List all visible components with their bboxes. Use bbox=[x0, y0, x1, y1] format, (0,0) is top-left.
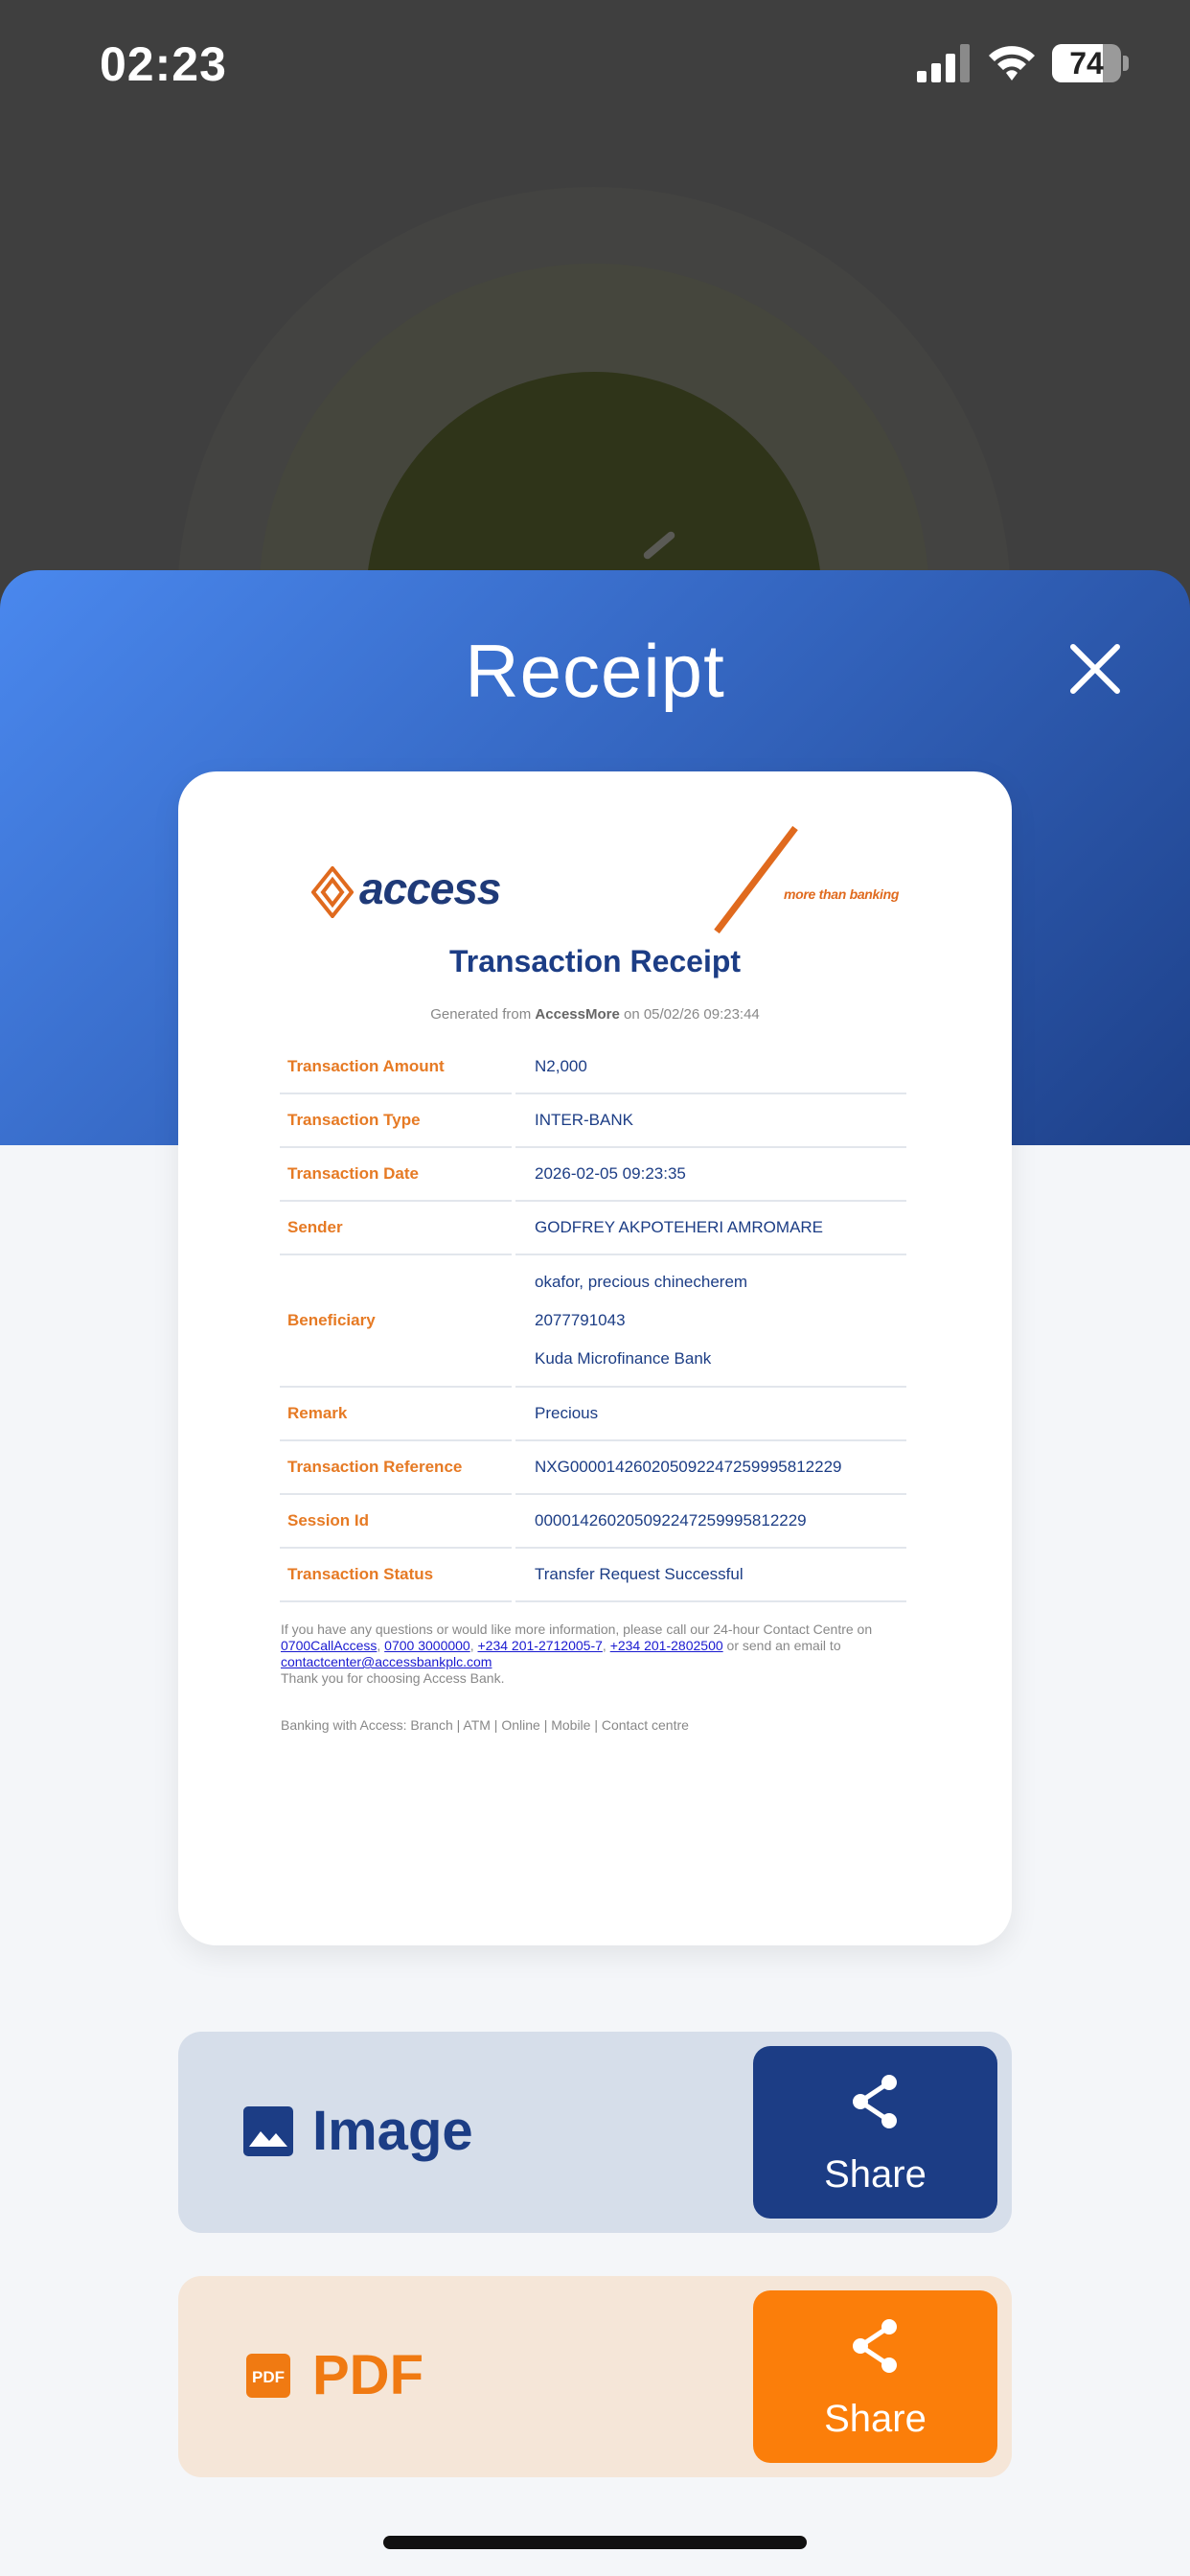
access-logo-wordmark: access bbox=[359, 863, 501, 913]
pdf-icon bbox=[243, 2351, 293, 2401]
beneficiary-bank: Kuda Microfinance Bank bbox=[535, 1349, 712, 1368]
battery-indicator bbox=[1052, 44, 1121, 82]
access-logo bbox=[311, 862, 501, 920]
cellular-signal-icon bbox=[917, 44, 971, 82]
generated-timestamp: on 05/02/26 09:23:44 bbox=[619, 1006, 760, 1023]
row-label: Beneficiary bbox=[280, 1255, 512, 1388]
share-image-button[interactable] bbox=[753, 2046, 997, 2219]
beneficiary-name: okafor, precious chinecherem bbox=[535, 1273, 748, 1291]
table-row bbox=[280, 1148, 906, 1202]
row-label: Transaction Reference bbox=[280, 1441, 512, 1495]
share-icon bbox=[847, 2073, 904, 2130]
table-row bbox=[280, 1094, 906, 1148]
row-label: Remark bbox=[280, 1388, 512, 1441]
row-label: Transaction Type bbox=[280, 1094, 512, 1148]
contact-info: If you have any questions or would like more information, please call our 24-hour Contact Centre on 0700CallAccess, 0700 3000000, +234 201-2712005-7, +234 201-2802500 or send an email to contactcenter@accessbankplc.com Thank you for choosing Access Bank. bbox=[281, 1622, 873, 1686]
table-row bbox=[280, 1202, 906, 1255]
receipt-details-table bbox=[280, 1041, 906, 1602]
row-value: Transfer Request Successful bbox=[515, 1549, 906, 1602]
phone-link[interactable]: 0700CallAccess bbox=[281, 1638, 378, 1653]
generated-prefix: Generated from bbox=[430, 1006, 536, 1023]
row-value: N2,000 bbox=[515, 1041, 906, 1094]
wifi-icon bbox=[987, 42, 1037, 82]
image-option-label: Image bbox=[312, 2100, 473, 2162]
svg-text:PDF: PDF bbox=[252, 2368, 285, 2386]
access-diamond-icon bbox=[311, 866, 354, 918]
receipt-footer: Banking with Access: Branch | ATM | Online | Mobile | Contact centre bbox=[281, 1717, 689, 1733]
table-row bbox=[280, 1388, 906, 1441]
image-icon bbox=[243, 2106, 293, 2156]
sheet-title: Receipt bbox=[465, 629, 725, 713]
table-row bbox=[280, 1441, 906, 1495]
share-button-label: Share bbox=[824, 2398, 927, 2440]
generated-info bbox=[178, 1006, 1012, 1023]
row-value: GODFREY AKPOTEHERI AMROMARE bbox=[515, 1202, 906, 1255]
generated-app: AccessMore bbox=[535, 1006, 620, 1023]
table-row bbox=[280, 1549, 906, 1602]
brand-slash-decoration bbox=[711, 826, 802, 933]
share-pdf-row bbox=[178, 2276, 1012, 2477]
contact-intro: If you have any questions or would like more information, please call our 24-hour Contact Centre on bbox=[281, 1622, 873, 1637]
thanks-text: Thank you for choosing Access Bank. bbox=[281, 1670, 505, 1686]
phone-link[interactable]: +234 201-2802500 bbox=[609, 1638, 723, 1653]
phone-link[interactable]: +234 201-2712005-7 bbox=[477, 1638, 603, 1653]
email-prefix: or send an email to bbox=[722, 1638, 841, 1653]
row-label: Transaction Amount bbox=[280, 1041, 512, 1094]
phone-link[interactable]: 0700 3000000 bbox=[384, 1638, 470, 1653]
status-time: 02:23 bbox=[100, 37, 227, 91]
share-button-label: Share bbox=[824, 2153, 927, 2196]
share-icon bbox=[847, 2317, 904, 2375]
row-value: 000014260205092247259995812229 bbox=[515, 1495, 906, 1549]
close-icon[interactable] bbox=[1064, 637, 1127, 701]
table-row bbox=[280, 1495, 906, 1549]
brand-tagline: more than banking bbox=[784, 886, 900, 902]
beneficiary-details bbox=[515, 1255, 906, 1388]
share-pdf-button[interactable] bbox=[753, 2290, 997, 2463]
share-image-row bbox=[178, 2032, 1012, 2233]
email-link[interactable]: contactcenter@accessbankplc.com bbox=[281, 1654, 492, 1669]
row-value: Precious bbox=[515, 1388, 906, 1441]
row-value: INTER-BANK bbox=[515, 1094, 906, 1148]
beneficiary-account: 2077791043 bbox=[535, 1311, 626, 1329]
table-row-beneficiary bbox=[280, 1255, 906, 1388]
receipt-heading: Transaction Receipt bbox=[448, 944, 742, 978]
battery-cap bbox=[1123, 56, 1129, 71]
row-label: Session Id bbox=[280, 1495, 512, 1549]
row-value: NXG000014260205092247259995812229 bbox=[515, 1441, 906, 1495]
table-row bbox=[280, 1041, 906, 1094]
row-label: Transaction Date bbox=[280, 1148, 512, 1202]
home-indicator[interactable] bbox=[383, 2536, 807, 2549]
battery-level: 74 bbox=[1069, 45, 1104, 80]
row-value: 2026-02-05 09:23:35 bbox=[515, 1148, 906, 1202]
row-label: Transaction Status bbox=[280, 1549, 512, 1602]
row-label: Sender bbox=[280, 1202, 512, 1255]
pdf-option-label: PDF bbox=[312, 2344, 423, 2406]
